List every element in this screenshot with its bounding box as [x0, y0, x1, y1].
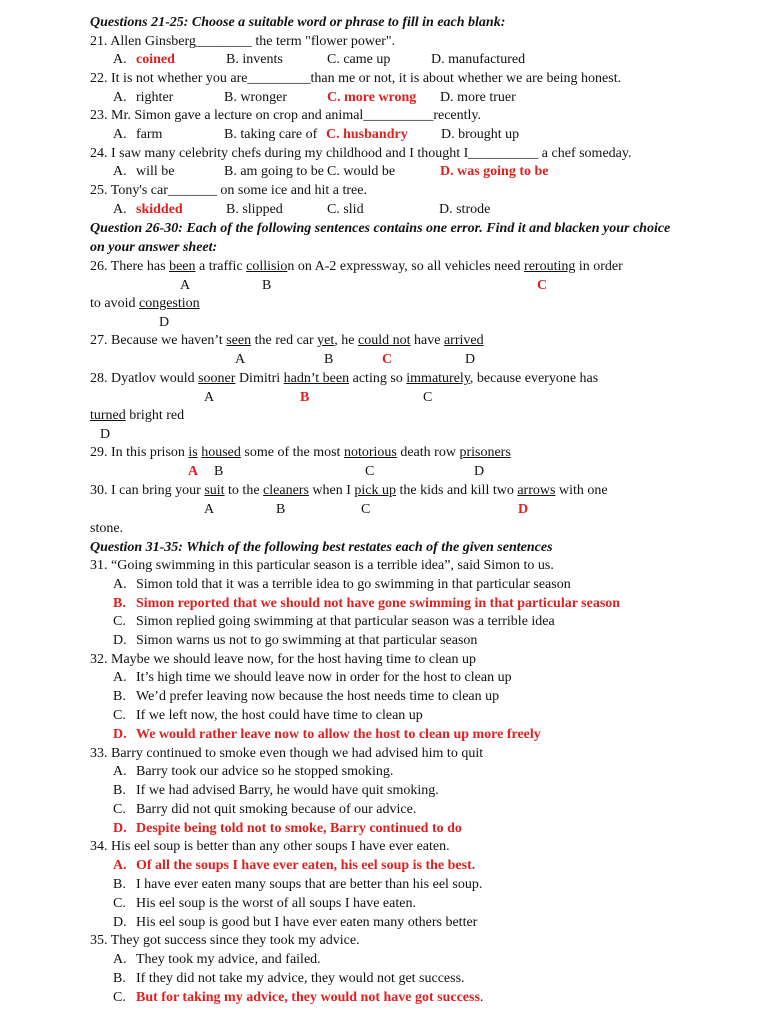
answer-21-a: coined	[136, 52, 175, 67]
question-28-line: 28. Dyatlov would sooner Dimitri hadn’t been acting so immaturely, because everyone has	[90, 371, 599, 386]
option-label-32-c: C.	[113, 708, 126, 723]
option-33-c: Barry did not quit smoking because of our advice.	[136, 802, 417, 817]
option-22-b: B. wronger	[224, 90, 287, 105]
question-29-line: 29. In this prison is housed some of the most notorious death row prisoners	[90, 445, 511, 460]
question-21-stem: 21. Allen Ginsberg________ the term "flower power".	[90, 34, 396, 49]
option-label-21-a: A.	[113, 52, 127, 67]
section-header-31-35: Question 31-35: Which of the following best restates each of the given sentences	[90, 540, 553, 555]
option-31-c: Simon replied going swimming at that particular season was a terrible idea	[136, 614, 555, 629]
option-34-c: His eel soup is the worst of all soups I have eaten.	[136, 896, 416, 911]
question-28-line-2: turned bright red	[90, 408, 185, 423]
option-25-b: B. slipped	[226, 202, 283, 217]
option-label-33-c: C.	[113, 802, 126, 817]
q26-underlined-d: congestion	[139, 296, 200, 311]
q30-marker-c: C	[361, 502, 371, 517]
option-21-b: B. invents	[226, 52, 283, 67]
question-32-stem: 32. Maybe we should leave now, for the host having time to clean up	[90, 652, 476, 667]
q28-marker-c: C	[423, 390, 433, 405]
question-30-line: 30. I can bring your suit to the cleaners when I pick up the kids and kill two arrows with one	[90, 483, 608, 498]
answer-31-b: Simon reported that we should not have gone swimming in that particular season	[136, 596, 621, 611]
q26-answer-c: C	[537, 278, 548, 293]
option-24-b: B. am going to be	[224, 164, 324, 179]
option-label-33-a: A.	[113, 764, 127, 779]
option-23-b: B. taking care of	[224, 127, 318, 142]
option-label-35-c: C.	[113, 990, 126, 1005]
option-24-a: will be	[136, 164, 175, 179]
question-34-stem: 34. His eel soup is better than any other soups I have ever eaten.	[90, 839, 450, 854]
q28-underlined-d: turned	[90, 408, 126, 423]
option-label-35-b: B.	[113, 971, 126, 986]
option-22-d: D. more truer	[440, 90, 516, 105]
option-32-c: If we left now, the host could have time to clean up	[136, 708, 423, 723]
question-26-line: 26. There has been a traffic collision on A-2 expressway, so all vehicles need rerouting in order	[90, 259, 623, 274]
q27-marker-d: D	[465, 352, 476, 367]
q29-underlined-b: housed	[201, 445, 241, 460]
q29-underlined-c: notorious	[343, 445, 397, 460]
option-21-d: D. manufactured	[431, 52, 526, 67]
answer-34-a: Of all the soups I have ever eaten, his eel soup is the best.	[136, 858, 476, 873]
q28-underlined-c: immaturely	[406, 371, 470, 386]
q27-underlined-b: yet	[317, 333, 335, 348]
option-31-d: Simon warns us not to go swimming at that particular season	[136, 633, 478, 648]
option-22-a: righter	[136, 90, 174, 105]
q30-underlined-a: suit	[204, 483, 225, 498]
option-label-33-b: B.	[113, 783, 126, 798]
question-24-stem: 24. I saw many celebrity chefs during my childhood and I thought I__________ a chef someday.	[90, 146, 632, 161]
option-25-c: C. slid	[327, 202, 364, 217]
q30-underlined-c: pick up	[354, 483, 397, 498]
option-31-a: Simon told that it was a terrible idea to go swimming in that particular season	[136, 577, 571, 592]
option-33-b: If we had advised Barry, he would have quit smoking.	[136, 783, 439, 798]
option-label-22-a: A.	[113, 90, 127, 105]
answer-label-31-b: B.	[113, 596, 126, 611]
question-23-stem: 23. Mr. Simon gave a lecture on crop and animal__________recently.	[90, 108, 481, 123]
answer-23-c: C. husbandry	[326, 127, 408, 142]
option-label-34-b: B.	[113, 877, 126, 892]
q28-underlined-a: sooner	[198, 371, 236, 386]
option-34-b: I have ever eaten many soups that are better than his eel soup.	[136, 877, 483, 892]
q27-marker-a: A	[235, 352, 246, 367]
option-label-25-a: A.	[113, 202, 127, 217]
section-header-26-30: Question 26-30: Each of the following sentences contains one error. Find it and blacken your choice	[90, 221, 671, 236]
option-25-d: D. strode	[439, 202, 491, 217]
answer-35-c: But for taking my advice, they would not have got success	[136, 990, 480, 1005]
answer-24-d: D. was going to be	[440, 164, 549, 179]
question-31-stem: 31. “Going swimming in this particular season is a terrible idea”, said Simon to us.	[90, 558, 554, 573]
q27-marker-b: B	[324, 352, 334, 367]
option-label-34-c: C.	[113, 896, 126, 911]
answer-33-d: Despite being told not to smoke, Barry continued to do	[136, 821, 462, 836]
option-35-b: If they did not take my advice, they would not get success.	[136, 971, 465, 986]
question-26-line-2: to avoid congestion	[90, 296, 200, 311]
option-33-a: Barry took our advice so he stopped smoking.	[136, 764, 394, 779]
q26-marker-b: B	[262, 278, 272, 293]
option-label-34-d: D.	[113, 915, 127, 930]
q26-underlined-c: rerouting	[524, 259, 576, 274]
q26-marker-d: D	[159, 315, 170, 330]
q27-answer-c: C	[382, 352, 393, 367]
q30-answer-d: D	[518, 502, 529, 517]
option-23-d: D. brought up	[441, 127, 520, 142]
option-label-31-d: D.	[113, 633, 127, 648]
q26-marker-a: A	[180, 278, 191, 293]
question-35-stem: 35. They got success since they took my advice.	[90, 933, 360, 948]
q27-underlined-d: arrived	[443, 333, 484, 348]
option-35-a: They took my advice, and failed.	[136, 952, 321, 967]
option-32-b: We’d prefer leaving now because the host needs time to clean up	[136, 689, 500, 704]
q28-underlined-b: hadn’t been	[283, 371, 350, 386]
option-label-23-a: A.	[113, 127, 127, 142]
q27-underlined-c: could not	[358, 333, 411, 348]
answer-label-34-a: A.	[113, 858, 127, 873]
option-label-35-a: A.	[113, 952, 127, 967]
section-header-26-30-cont: on your answer sheet:	[90, 240, 218, 255]
q29-marker-d: D	[474, 464, 485, 479]
q29-underlined-a: is	[188, 445, 198, 460]
option-label-32-b: B.	[113, 689, 126, 704]
question-27-line: 27. Because we haven’t seen the red car yet, he could not have arrived	[90, 333, 484, 348]
answer-22-c: C. more wrong	[327, 90, 417, 105]
answer-label-33-d: D.	[113, 821, 127, 836]
q30-underlined-d: arrows	[517, 483, 556, 498]
section-header-21-25: Questions 21-25: Choose a suitable word or phrase to fill in each blank:	[90, 15, 506, 30]
q28-marker-a: A	[204, 390, 215, 405]
q26-underlined-a: been	[169, 259, 196, 274]
q28-answer-b: B	[300, 390, 310, 405]
option-label-32-a: A.	[113, 670, 127, 685]
question-22-stem: 22. It is not whether you are_________than me or not, it is about whether we are being honest.	[90, 71, 622, 86]
option-21-c: C. came up	[327, 52, 391, 67]
option-label-31-a: A.	[113, 577, 127, 592]
question-30-line-2: stone.	[90, 521, 124, 536]
q30-marker-b: B	[276, 502, 286, 517]
answer-32-d: We would rather leave now to allow the host to clean up more freely	[136, 727, 541, 742]
option-34-d: His eel soup is good but I have ever eaten many others better	[136, 915, 478, 930]
q29-marker-c: C	[365, 464, 375, 479]
q27-underlined-a: seen	[226, 333, 252, 348]
q26-underlined-b: collisio	[246, 259, 288, 274]
q28-marker-d: D	[100, 427, 111, 442]
q30-marker-a: A	[204, 502, 215, 517]
option-24-c: C. would be	[327, 164, 396, 179]
option-label-24-a: A.	[113, 164, 127, 179]
option-32-a: It’s high time we should leave now in order for the host to clean up	[136, 670, 512, 685]
q29-underlined-d: prisoners	[459, 445, 511, 460]
option-23-a: farm	[136, 127, 163, 142]
question-25-stem: 25. Tony's car_______ on some ice and hit a tree.	[90, 183, 367, 198]
answer-35-c-line: But for taking my advice, they would not have got success.	[136, 990, 484, 1005]
question-33-stem: 33. Barry continued to smoke even though we had advised him to quit	[90, 746, 484, 761]
q29-marker-b: B	[214, 464, 224, 479]
q29-answer-a: A	[188, 464, 199, 479]
answer-label-32-d: D.	[113, 727, 127, 742]
answer-25-a: skidded	[136, 202, 183, 217]
option-label-31-c: C.	[113, 614, 126, 629]
q30-underlined-b: cleaners	[263, 483, 309, 498]
